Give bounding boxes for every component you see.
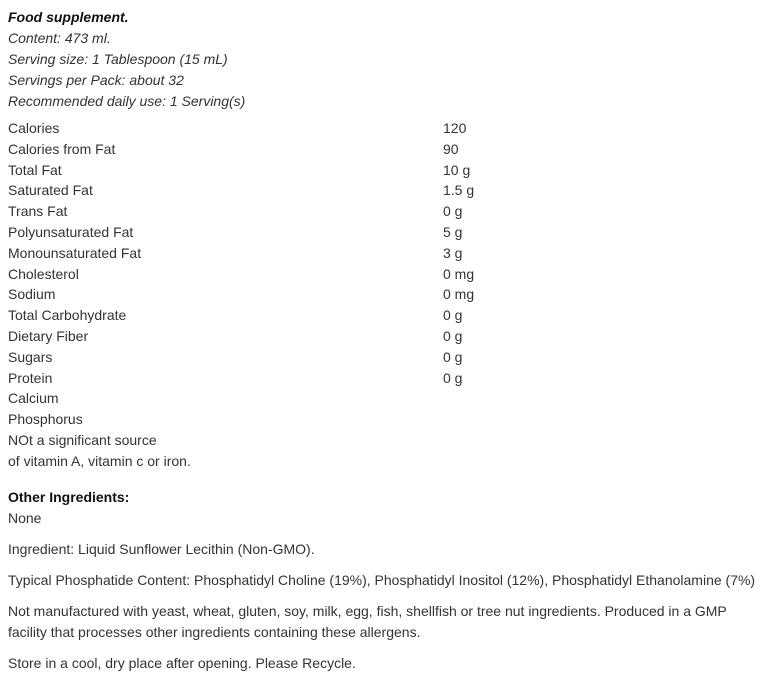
nutrient-value: 0 g <box>443 348 463 365</box>
table-row <box>8 409 776 430</box>
other-ingredients-value: None <box>8 509 42 526</box>
nutrient-value: 0 g <box>443 327 463 344</box>
nutrient-label: Calories from Fat <box>8 140 116 157</box>
table-row <box>8 347 776 368</box>
other-ingredients-heading: Other Ingredients: <box>8 488 130 505</box>
nutrient-label: Dietary Fiber <box>8 327 89 344</box>
table-row <box>8 243 776 264</box>
nutrient-label: Polyunsaturated Fat <box>8 223 134 240</box>
table-row <box>8 180 776 201</box>
storage-paragraph: Store in a cool, dry place after opening. Please Recycle. <box>8 654 356 671</box>
nutrient-label: Phosphorus <box>8 411 83 428</box>
intro-title: Food supplement. <box>8 9 129 25</box>
nutrition-table <box>8 118 776 472</box>
nutrient-label: Trans Fat <box>8 203 68 220</box>
nutrient-label: Sodium <box>8 286 56 303</box>
nutrient-label: Total Carbohydrate <box>8 307 127 324</box>
table-row <box>8 430 776 451</box>
content-line: Content: 473 ml. <box>8 30 111 46</box>
nutrient-label: Cholesterol <box>8 265 79 282</box>
table-row <box>8 160 776 181</box>
table-row <box>8 222 776 243</box>
table-row <box>8 139 776 160</box>
table-row <box>8 201 776 222</box>
table-row <box>8 451 776 472</box>
table-row <box>8 326 776 347</box>
servings-per-pack-line: Servings per Pack: about 32 <box>8 72 184 88</box>
nutrient-value: 0 mg <box>443 265 475 282</box>
nutrient-value: 0 mg <box>443 286 475 303</box>
nutrient-label: NOt a significant source <box>8 431 157 448</box>
nutrient-value: 0 g <box>443 203 463 220</box>
table-row <box>8 305 776 326</box>
serving-size-line: Serving size: 1 Tablespoon (15 mL) <box>8 51 228 67</box>
allergen-paragraph: Not manufactured with yeast, wheat, gluten, soy, milk, egg, fish, shellfish or tree nut ingredients. Produced in a GMP facility that processes other ingredients containing these allergens. <box>8 602 727 640</box>
intro-block <box>8 7 776 112</box>
nutrient-value: 120 <box>443 120 467 136</box>
nutrient-value: 3 g <box>443 244 463 261</box>
table-row <box>8 388 776 409</box>
nutrient-label: Saturated Fat <box>8 182 93 199</box>
nutrient-value: 90 <box>443 140 459 157</box>
nutrient-value: 1.5 g <box>443 182 475 199</box>
table-row <box>8 368 776 389</box>
phosphatide-paragraph: Typical Phosphatide Content: Phosphatidyl Choline (19%), Phosphatidyl Inositol (12%), Phosphatidyl Ethanolamine (7%) <box>8 571 756 588</box>
nutrient-label: Protein <box>8 369 53 386</box>
nutrient-value: 0 g <box>443 307 463 324</box>
table-row <box>8 118 776 139</box>
nutrient-label: Monounsaturated Fat <box>8 244 142 261</box>
recommended-use-line: Recommended daily use: 1 Serving(s) <box>8 93 246 109</box>
nutrient-label: Total Fat <box>8 161 62 178</box>
nutrient-value: 0 g <box>443 369 463 386</box>
nutrient-label: of vitamin A, vitamin c or iron. <box>8 452 191 469</box>
nutrient-label: Calories <box>8 120 60 136</box>
nutrient-value: 10 g <box>443 161 471 178</box>
table-row <box>8 284 776 305</box>
nutrient-label: Calcium <box>8 390 59 407</box>
nutrient-value: 5 g <box>443 223 463 240</box>
ingredient-paragraph: Ingredient: Liquid Sunflower Lecithin (Non-GMO). <box>8 540 315 557</box>
nutrient-label: Sugars <box>8 348 53 365</box>
table-row <box>8 264 776 285</box>
